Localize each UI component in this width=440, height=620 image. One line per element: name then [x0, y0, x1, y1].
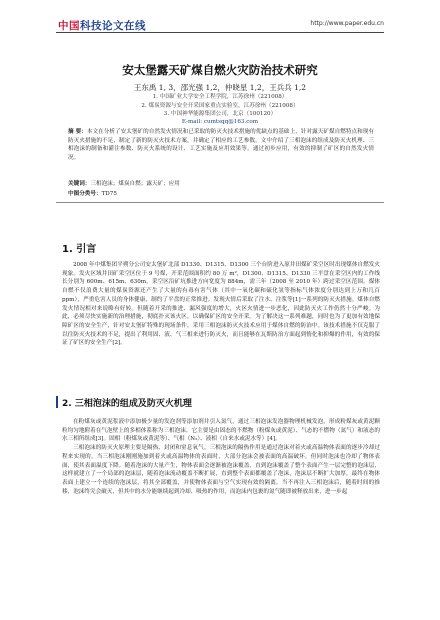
site-header	[0, 0, 440, 40]
section-2-number: 2.	[62, 399, 72, 409]
keywords-label: 关键词：	[68, 181, 91, 187]
author-email[interactable]: E-mail: cumtsqq@163.com	[181, 119, 259, 125]
classification-code: TD75	[101, 191, 117, 197]
section-1-number: 1.	[62, 244, 73, 255]
abstract	[68, 128, 374, 162]
section-2-paragraph-2: 三相泡沫的防灭火原理主要是隔热、封闭和窒息氧气。三相泡沫的隔热作用是通过泡沫对着火或高温物体表面的逐步冷却过程来实现的。当三相泡沫刚刚施加到着火或高温物体的表面时，大部分泡沫会被表面的高温破坏，但同时泡沫也冷却了物体表面，使其表面温度下降。随着泡沫的大量产生，物体表面会逐渐被泡沫覆盖，直到泡沫覆盖了整个表面产生一层完整的泡沫层，这样就建立了一个局部的泡沫层，随着泡沫流动覆盖不断扩展，直到整个表面都覆盖了泡沫，泡沫层不断扩大加厚，最终在物体表面上建立一个连续的泡沫层，将其全部覆盖，并使物体表面与空气实现有效的隔离。当不再注入三相泡沫后，随着时间的推移，泡沫终究会破灭，但其中的水分能继续起到冷却、吸热的作用，而泡沫内包裹的氮气随即被释放出来，进一步起	[62, 445, 380, 495]
abstract-text: 本文在分析了安太堡矿的自然发火情况和已采取的防灭火技术措施的优缺点的基础上，针对露天矿煤自燃特点和现有防灭火措施的不足，制定了新的防灭火技术方案，并确定了相应的工艺参数。文中介绍了三相泡沫的组成及防灭火机理、三相泡沫的制备和灌注参数、防灭火系统的设计、工艺实施及应用效果等。通过初步应用，有效的抑制了矿区的自然发火情况。	[68, 129, 374, 161]
abstract-divider	[56, 202, 384, 203]
abstract-label: 摘 要：	[68, 129, 87, 135]
classification-label: 中图分类号：	[68, 191, 102, 197]
section-2-body	[62, 418, 380, 496]
section-2-paragraph-1: 在粉煤灰或黄泥浆液中添加极少量的发泡剂等添加剂并引入氮气，通过三相泡沫发泡器物理机械发泡，形成粉煤灰或黄泥颗粒均匀地附着在气泡壁上的多相体系称为三相泡沫。它主要是由固态的不燃物（粉煤灰或黄泥）、气态的不燃物（氮气）和液态的水三相所组成[3]。固相（粉煤灰或黄泥等）、气相（N₂）、液相（自来水或泥水等）[4]。	[62, 419, 380, 443]
affiliation-1: 1. 中国矿业大学安全工程学院，江苏徐州（221008）	[152, 94, 288, 100]
section-2-heading	[62, 396, 192, 409]
section-1-heading	[62, 240, 96, 255]
site-url[interactable]: http://www.paper.edu.cn	[310, 20, 384, 27]
header-divider	[56, 32, 384, 33]
section-1-title: 引言	[76, 244, 97, 255]
logo-blue-text: 科技论文在线	[80, 20, 146, 32]
keywords	[68, 180, 374, 189]
affiliations	[56, 93, 384, 119]
section-1-body	[62, 261, 380, 348]
classification	[68, 189, 374, 197]
section-1-paragraph-1: 2008 年中煤集团平朔分公司安太堡矿北部 D1330、D1315、D1300 三个台阶进入原井田煤矿采空区时出现煤体自燃发火现象。发火区域井田矿采空区位于 9 号煤，开采范围面积约 80 万 m²，D1300、D1315、D1330 三平盘在采空区内的工作线长分别为 600m、615m、630m，采空区沿矿坑推进方向宽度为 884m，需三年（2008 至 2010 年）跨过采空区范围。煤体自燃不仅浪费大量的煤炭资源还产生了大量的有毒有害气体（其中一氧化碳和硫化氢等指标气体浓度分别达到上万和几百 ppm），严重危害人员的身体健康，制约了平盘的正常推进。发现火情后采取了注水、注浆等[1]一系列的防灭火措施。煤体自燃发火情况相对来说略有好转。但随着开采的推进、漏风强度的增大，火区火情进一步恶化，因此防灭火工作仍然十分严峻。为此，必须尽快实施新的治理措施，彻底扑灭该火区，以确保矿区的安全开采。为了解决这一系列难题，同时也为了更加有效地保障矿区的安全生产，针对安太堡矿特殊的现场条件，采用三相泡沫防灭火技术应用于煤体自燃的防治中。该技术措施不仅克服了以往防灭火技术的不足，提出了利用固、液、气三相来进行防灭火，而且能够在瓦斯防治方面起到惰化和抑爆的作用，有效的保证了矿区的安全生产[2]。	[62, 262, 380, 347]
paper-authors: 王东禹 1, 3，邵光强 1,2，仲晓星 1,2，王兵兵 1,2	[133, 83, 307, 92]
paper-title: 安太堡露天矿煤自燃火灾防治技术研究	[122, 63, 318, 77]
section-2-title: 三相泡沫的组成及防灭火机理	[74, 399, 192, 409]
section-2-marker	[56, 396, 58, 408]
site-logo[interactable]	[58, 18, 146, 33]
keywords-text: 三相泡沫；煤炭自燃；露天矿；应用	[90, 181, 180, 187]
logo-red-text: 中国	[58, 20, 80, 32]
affiliation-2: 2. 煤炭资源与安全开采国家重点实验室，江苏徐州（221008）	[141, 102, 299, 109]
affiliation-3: 3. 中国神华能源集团公司，北京（100120）	[163, 111, 277, 118]
